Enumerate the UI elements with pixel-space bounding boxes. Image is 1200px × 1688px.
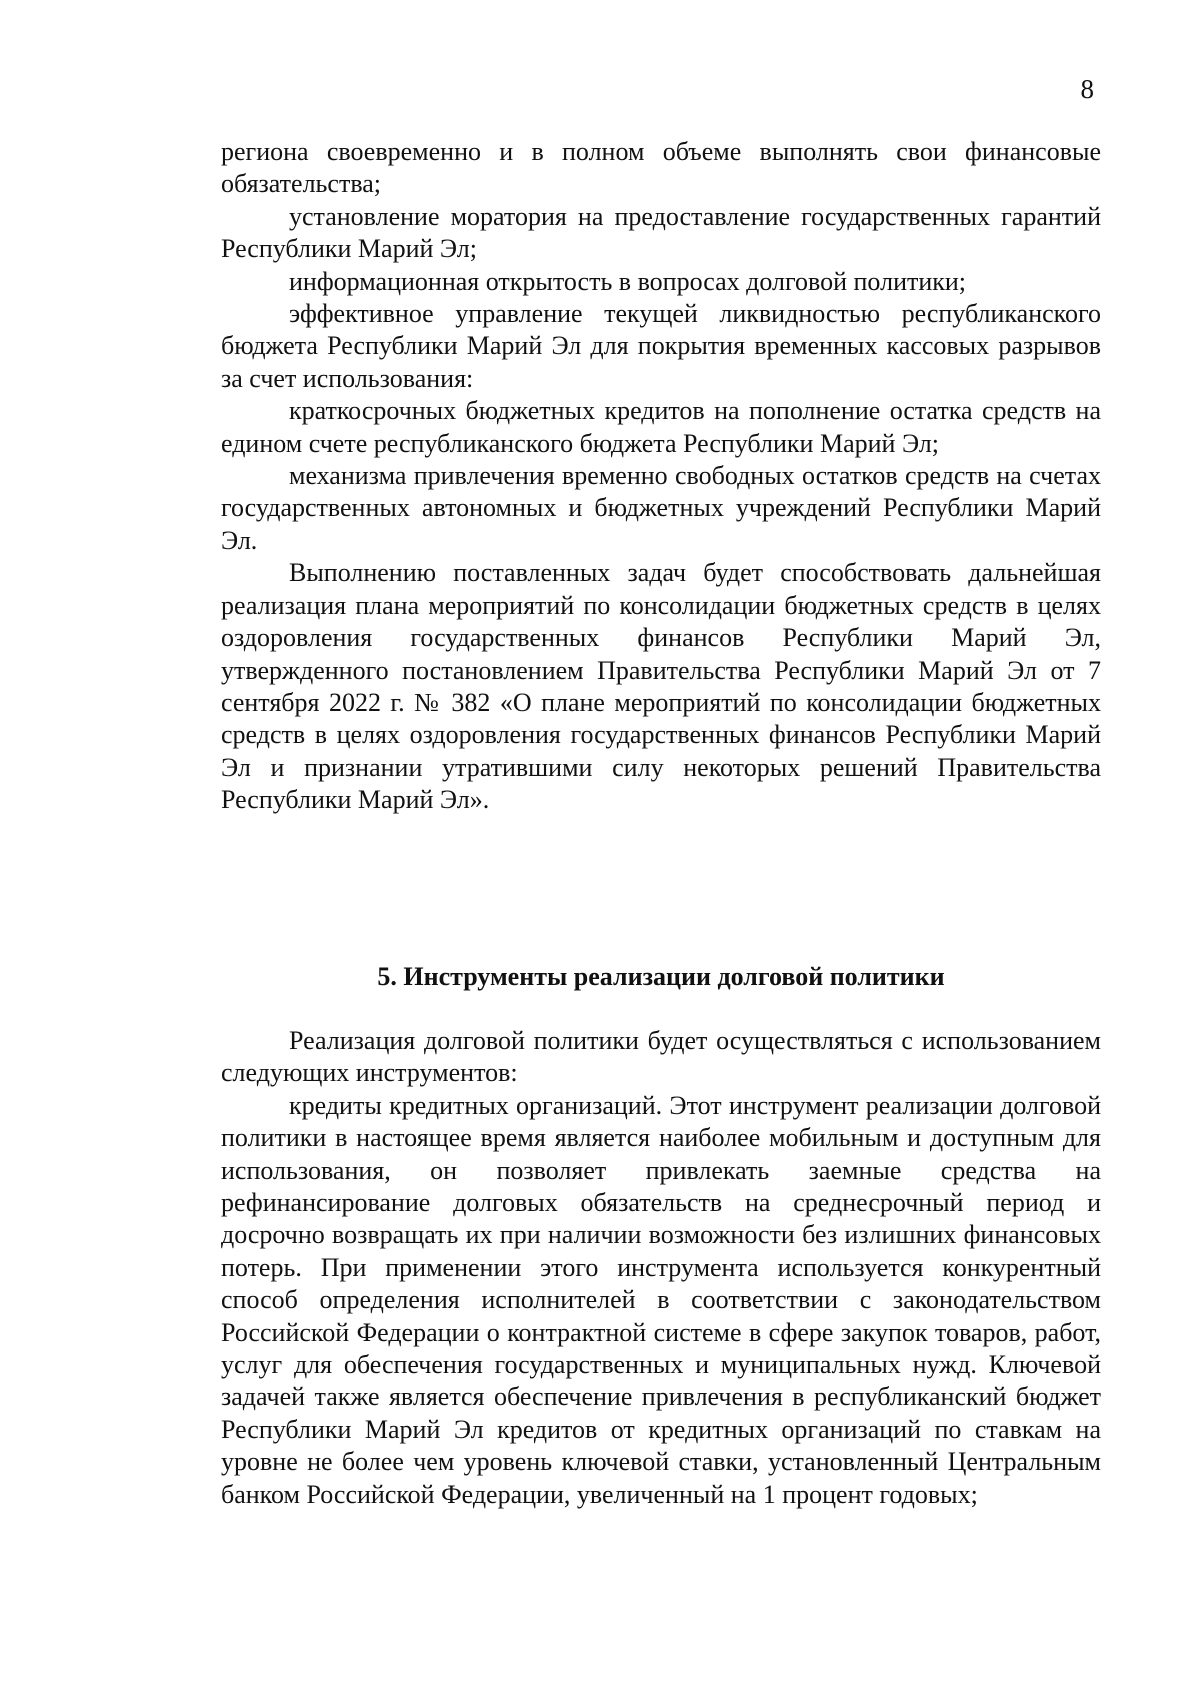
paragraph-9: кредиты кредитных организаций. Этот инструмент реализации долговой политики в настоящее время является наиболее мобильным и доступным для использования, он позволяет привлекать заемные средства на рефинансирование долговых обязательств на среднесрочный период и досрочно возвращать их при наличии возможности без излишних финансовых потерь. При применении этого инструмента используется конкурентный способ определения исполнителей в соответствии с законодательством Российской Федерации о контрактной системе в сфере закупок товаров, работ, услуг для обеспечения государственных и муниципальных нужд. Ключевой задачей также является обеспечение привлечения в республиканский бюджет Республики Марий Эл кредитов от кредитных организаций по ставкам на уровне не более чем уровень ключевой ставки, установленный Центральным банком Российской Федерации, увеличенный на 1 процент годовых; [221, 1090, 1101, 1509]
paragraph-6: механизма привлечения временно свободных остатков средств на счетах государственных автономных и бюджетных учреждений Республики Марий Эл. [221, 461, 1101, 555]
paragraph-2: установление моратория на предоставление государственных гарантий Республики Марий Эл; [221, 201, 1101, 264]
page-number: 8 [1080, 74, 1094, 104]
paragraph-7: Выполнению поставленных задач будет способствовать дальнейшая реализация плана мероприятий по консолидации бюджетных средств в целях оздоровления государственных финансов Республики Марий Эл, утвержденного постановлением Правительства Республики Марий Эл от 7 сентября 2022 г. № 382 «О плане мероприятий по консолидации бюджетных средств в целях оздоровления государственных финансов Республики Марий Эл и признании утратившими силу некоторых решений Правительства Республики Марий Эл». [221, 558, 1101, 815]
section-heading: 5. Инструменты реализации долговой политики [377, 962, 945, 991]
paragraph-4: эффективное управление текущей ликвидностью республиканского бюджета Республики Марий Эл для покрытия временных кассовых разрывов за счет использования: [221, 299, 1101, 393]
paragraph-5: краткосрочных бюджетных кредитов на пополнение остатка средств на едином счете республиканского бюджета Республики Марий Эл; [221, 396, 1101, 458]
paragraph-1: региона своевременно и в полном объеме выполнять свои финансовые обязательства; [221, 137, 1101, 199]
section-1-text [221, 136, 1101, 817]
paragraph-8: Реализация долговой политики будет осуществляться с использованием следующих инструментов: [221, 1026, 1101, 1088]
section-5-text [221, 1025, 1101, 1511]
paragraph-3: информационная открытость в вопросах долговой политики; [289, 266, 967, 296]
